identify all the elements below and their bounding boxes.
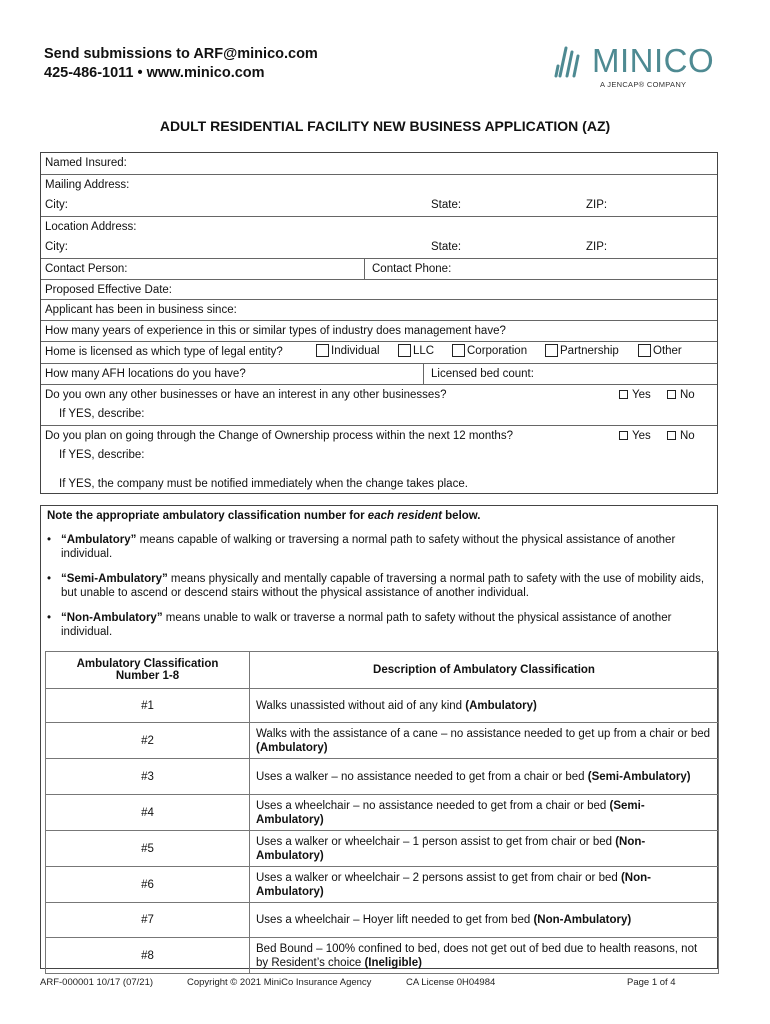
checkbox-icon[interactable] (619, 390, 628, 399)
checkbox-icon[interactable] (398, 344, 411, 357)
footer-license: CA License 0H04984 (406, 977, 496, 988)
table-row (46, 689, 719, 723)
class-description: Walks unassisted without aid of any kind (Ambulatory) (250, 689, 719, 723)
entity-partnership[interactable] (545, 344, 619, 357)
ambulatory-note: Note the appropriate ambulatory classification number for each resident below. (47, 510, 481, 522)
no-label: No (680, 430, 695, 442)
page-title: ADULT RESIDENTIAL FACILITY NEW BUSINESS APPLICATION (AZ) (159, 118, 611, 134)
change-ownership-label: Do you plan on going through the Change of Ownership process within the next 12 months? (45, 430, 513, 442)
class-number: #4 (46, 795, 250, 831)
entity-partnership-label: Partnership (560, 345, 619, 357)
other-business-label: Do you own any other businesses or have an interest in any other businesses? (45, 389, 447, 401)
other-business-row (41, 385, 717, 405)
entity-other[interactable] (638, 344, 682, 357)
mailing-city-row[interactable] (41, 195, 717, 217)
entity-llc-label: LLC (413, 345, 435, 357)
change-ownership-no[interactable] (667, 430, 695, 442)
business-since-row[interactable] (41, 300, 717, 321)
business-since-label: Applicant has been in business since: (45, 304, 237, 316)
other-business-describe-row[interactable] (41, 405, 717, 426)
no-label: No (680, 389, 695, 401)
entity-corporation[interactable] (452, 344, 527, 357)
location-state-label: State: (431, 241, 462, 253)
mailing-address-row[interactable] (41, 175, 717, 195)
table-header-row (46, 652, 719, 689)
mailing-city-label: City: (45, 199, 68, 211)
legal-entity-label: Home is licensed as which type of legal entity? (45, 346, 283, 358)
class-number: #8 (46, 938, 250, 974)
minico-logo (552, 40, 728, 94)
contact-phone-web: 425-486-1011 • www.minico.com (44, 65, 265, 81)
named-insured-label: Named Insured: (45, 157, 127, 169)
column-divider (423, 364, 424, 384)
entity-individual[interactable] (316, 344, 380, 357)
other-business-no[interactable] (667, 389, 695, 401)
location-city-label: City: (45, 241, 68, 253)
entity-other-label: Other (653, 345, 682, 357)
class-description: Uses a walker or wheelchair – 2 persons assist to get from chair or bed (Non-Ambulatory) (250, 867, 719, 903)
location-address-label: Location Address: (45, 221, 137, 233)
checkbox-icon[interactable] (638, 344, 651, 357)
class-description: Uses a wheelchair – Hoyer lift needed to get from bed (Non-Ambulatory) (250, 903, 719, 938)
submission-email: Send submissions to ARF@minico.com (44, 46, 318, 62)
logo-mark-icon (552, 42, 592, 82)
table-row (46, 759, 719, 795)
class-description: Uses a walker – no assistance needed to get from a chair or bed (Semi-Ambulatory) (250, 759, 719, 795)
col-number-header: Ambulatory Classification Number 1-8 (46, 652, 250, 689)
table-row (46, 903, 719, 938)
class-number: #2 (46, 723, 250, 759)
change-ownership-yes[interactable] (619, 430, 651, 442)
afh-row[interactable] (41, 364, 717, 385)
mailing-zip-label: ZIP: (586, 199, 608, 211)
footer-form-id: ARF-000001 10/17 (07/21) (40, 977, 154, 988)
bullet-icon: • (47, 612, 52, 624)
column-divider (364, 259, 365, 279)
location-zip-label: ZIP: (586, 241, 608, 253)
class-number: #3 (46, 759, 250, 795)
table-row (46, 795, 719, 831)
class-description: Bed Bound – 100% confined to bed, does not get out of bed due to health reasons, not by Resident’s choice (Ineligible) (250, 938, 719, 974)
describe-label: If YES, describe: (59, 449, 145, 461)
contact-phone-label: Contact Phone: (372, 263, 452, 275)
class-number: #1 (46, 689, 250, 723)
entity-corporation-label: Corporation (467, 345, 528, 357)
footer-copyright: Copyright © 2021 MiniCo Insurance Agency (187, 977, 372, 988)
col-description-header: Description of Ambulatory Classification (250, 652, 719, 689)
checkbox-icon[interactable] (667, 431, 676, 440)
checkbox-icon[interactable] (667, 390, 676, 399)
logo-text: MINICO (592, 42, 715, 79)
class-number: #6 (46, 867, 250, 903)
effective-date-label: Proposed Effective Date: (45, 284, 172, 296)
class-number: #7 (46, 903, 250, 938)
yes-label: Yes (632, 430, 651, 442)
notify-note: If YES, the company must be notified immediately when the change takes place. (59, 478, 468, 490)
location-city-row[interactable] (41, 237, 717, 259)
mailing-state-label: State: (431, 199, 462, 211)
experience-row[interactable] (41, 321, 717, 342)
entity-llc[interactable] (398, 344, 434, 357)
location-address-row[interactable] (41, 217, 717, 237)
effective-date-row[interactable] (41, 280, 717, 300)
yes-label: Yes (632, 389, 651, 401)
table-row (46, 867, 719, 903)
contact-row[interactable] (41, 259, 717, 280)
change-ownership-describe-row[interactable] (41, 446, 717, 470)
other-business-yes[interactable] (619, 389, 651, 401)
class-description: Uses a walker or wheelchair – 1 person assist to get from chair or bed (Non-Ambulatory) (250, 831, 719, 867)
classification-table (45, 651, 719, 974)
mailing-address-label: Mailing Address: (45, 179, 130, 191)
logo-subtitle: A JENCAP® COMPANY (600, 80, 687, 89)
entity-individual-label: Individual (331, 345, 380, 357)
bullet-icon: • (47, 534, 52, 546)
afh-locations-label: How many AFH locations do you have? (45, 368, 246, 380)
checkbox-icon[interactable] (619, 431, 628, 440)
application-form (40, 152, 718, 494)
checkbox-icon[interactable] (545, 344, 558, 357)
named-insured-row[interactable] (41, 153, 717, 175)
notify-row (41, 473, 717, 493)
change-ownership-row (41, 426, 717, 446)
contact-person-label: Contact Person: (45, 263, 128, 275)
checkbox-icon[interactable] (316, 344, 329, 357)
ambulatory-section: Note the appropriate ambulatory classification number for each resident below. • “Ambulatory” means capable of walking or traversing a normal path to safety without the physical assistance of another individual. • “Semi-Ambulatory” means physically and mentally capable of traversing a normal path to safety with the use of mobility aids, but unable to ascend or descend stairs without the physical assistance of another individual. • “Non-Ambulatory” means unable to walk or traverse a normal path to safety without the physical assistance of another individual. Ambulatory Classification Number 1-8 Description of Ambulatory Classification #1 Walks unassisted without aid of any kind (Ambulatory) #2 Walks with the assistance of a cane – no assistance needed to get up from a chair or bed (Ambulatory) #3 Uses a walker – no assistance needed to get from a chair or bed (Semi-Ambulatory) #4 Uses a wheelchair – no assistance needed to get from a chair or bed (Semi-Ambulatory) #5 Uses a walker or wheelchair – 1 person assist to get from chair or bed (Non-Ambulatory) #6 Uses a walker or wheelchair – 2 persons assist to get from chair or bed (Non-Ambulatory) #7 Uses a wheelchair – Hoyer lift needed to get from bed (Non-Ambulatory) #8 Bed Bound – 100% confined to bed, does not get out of bed due to health reasons, not by Resident’s choice (Ineligible) (40, 505, 718, 969)
table-row (46, 723, 719, 759)
bed-count-label: Licensed bed count: (431, 368, 534, 380)
class-number: #5 (46, 831, 250, 867)
experience-label: How many years of experience in this or similar types of industry does management have? (45, 325, 506, 337)
table-row (46, 938, 719, 974)
bullet-icon: • (47, 573, 52, 585)
legal-entity-row (41, 342, 717, 364)
class-description: Uses a wheelchair – no assistance needed to get from a chair or bed (Semi-Ambulatory) (250, 795, 719, 831)
describe-label: If YES, describe: (59, 408, 145, 420)
footer-page-number: Page 1 of 4 (627, 977, 676, 988)
table-row (46, 831, 719, 867)
checkbox-icon[interactable] (452, 344, 465, 357)
class-description: Walks with the assistance of a cane – no assistance needed to get up from a chair or bed (Ambulatory) (250, 723, 719, 759)
